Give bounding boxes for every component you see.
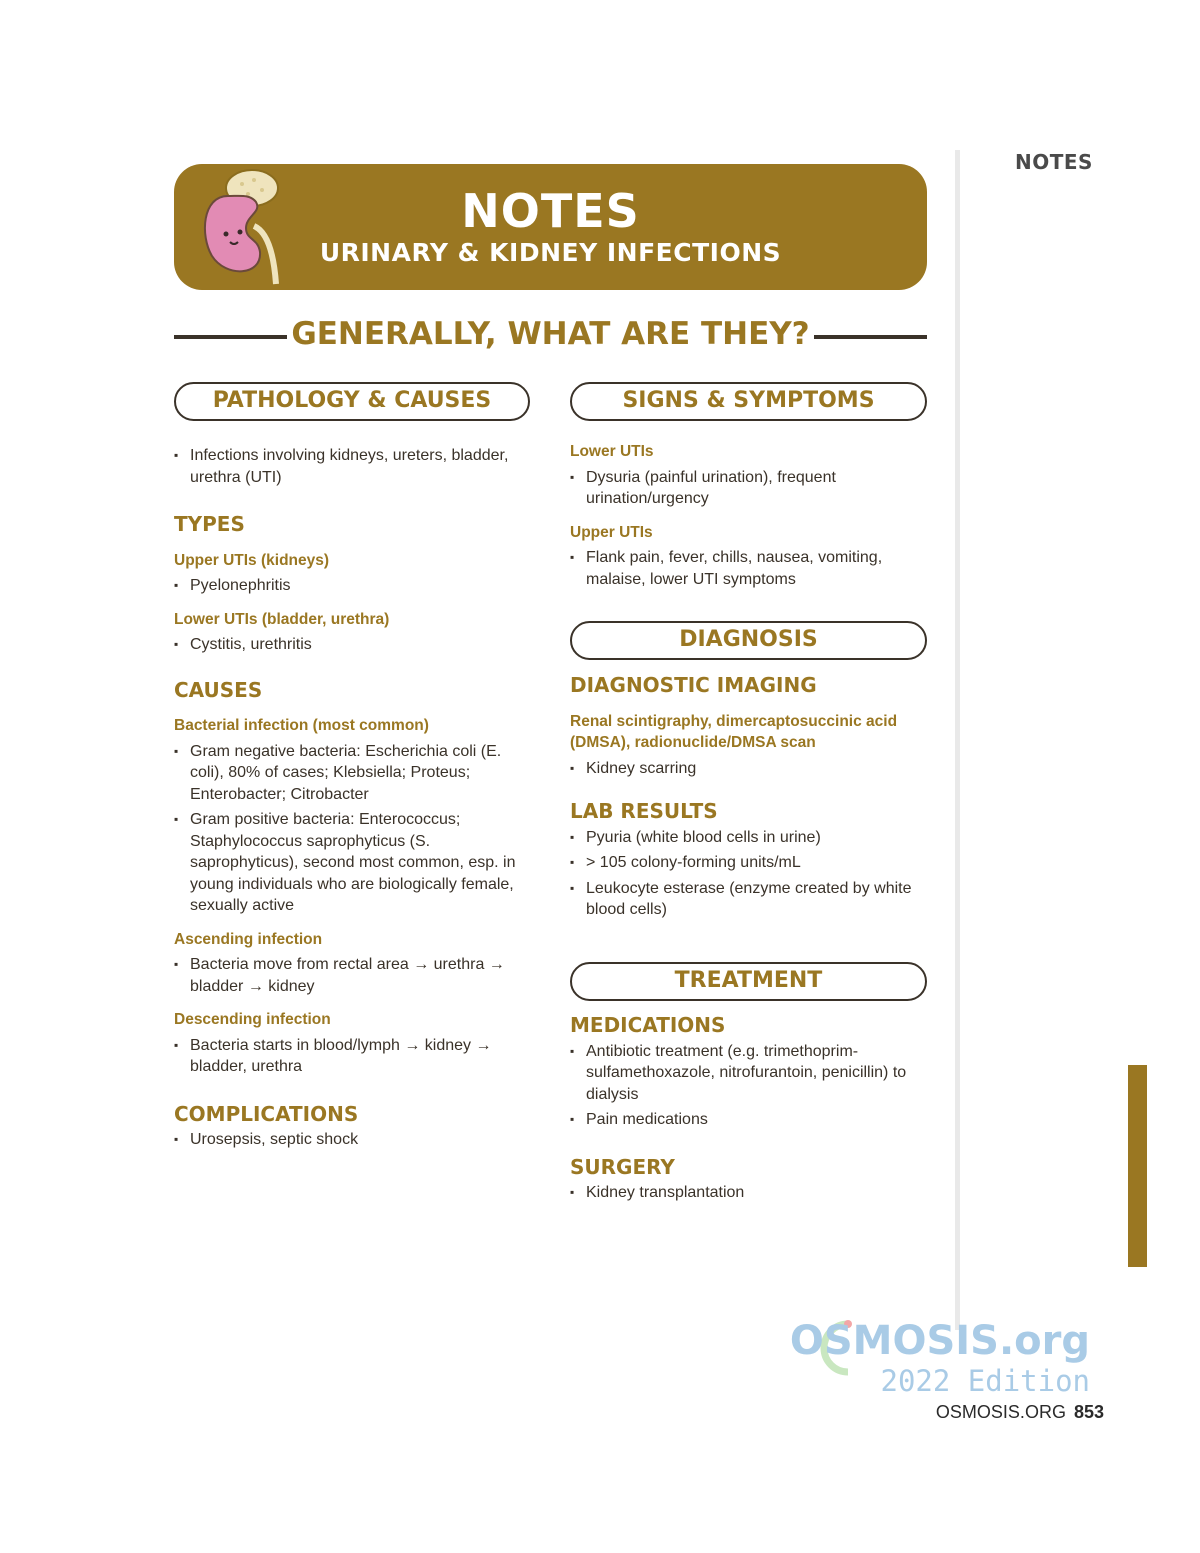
surgery-list [570,1182,927,1204]
imaging-label: Renal scintigraphy, dimercaptosuccinic acid (DMSA), radionuclide/DMSA scan [570,712,898,751]
side-tab [1128,1065,1147,1267]
pathology-header: PATHOLOGY & CAUSES [174,382,530,421]
list-item: ▪ Bacteria starts in blood/lymph → kidney → bladder, urethra [174,1035,530,1078]
imaging-title: DIAGNOSTIC IMAGING [570,673,817,697]
ascending-label: Ascending infection [174,930,323,948]
lower-utis-signs-label: Lower UTIs [570,443,654,460]
list-item: ▪ Dysuria (painful urination), frequent urination/urgency [570,467,927,510]
list-item: ▪ Gram positive bacteria: Enterococcus; Staphylococcus saprophyticus (S. saprophyticus), second most common, esp. in young individuals who are biologically female, sexually active [174,809,530,917]
diagnosis-header: DIAGNOSIS [570,621,927,660]
list-item: ▪ > 105 colony-forming units/mL [570,852,927,874]
causes-title: CAUSES [174,677,263,702]
lab-title: LAB RESULTS [570,799,718,823]
side-divider [955,150,960,1330]
list-item: ▪ Urosepsis, septic shock [174,1129,530,1151]
lab-list [570,827,927,921]
left-column [174,441,530,1155]
ascending-list [174,954,530,997]
lower-signs-list [570,467,927,510]
upper-utis-signs-label: Upper UTIs [570,523,653,541]
intro-list [174,445,530,488]
page-footer [936,1402,1104,1423]
complications-title: COMPLICATIONS [174,1101,359,1126]
brand-edition: 2022 Edition [880,1364,1090,1398]
section-heading-text: GENERALLY, WHAT ARE THEY? [291,316,810,352]
brand-watermark [789,1300,1100,1400]
medications-title: MEDICATIONS [570,1013,726,1037]
bacterial-list [174,741,530,917]
list-item: ▪ Infections involving kidneys, ureters, bladder, urethra (UTI) [174,445,530,488]
list-item: ▪ Antibiotic treatment (e.g. trimethoprim-sulfamethoxazole, nitrofurantoin, penicillin) to dialysis [570,1041,927,1106]
footer-site: OSMOSIS.ORG [935,1402,1066,1422]
upper-signs-list [570,547,927,590]
imaging-list [570,758,927,780]
list-item: ▪ Bacteria move from rectal area → urethra → bladder → kidney [174,954,530,997]
surgery-title: SURGERY [570,1154,675,1179]
side-notes-label: NOTES [1015,150,1093,174]
heading-rule-right [814,335,927,339]
diagnosis-block [570,675,927,925]
list-item: ▪ Gram negative bacteria: Escherichia coli (E. coli), 80% of cases; Klebsiella; Proteus; Enterobacter; Citrobacter [174,741,530,806]
list-item: ▪ Kidney scarring [570,758,927,780]
list-item: ▪ Pyelonephritis [174,575,530,597]
list-item: ▪ Pyuria (white blood cells in urine) [570,827,927,849]
lower-utis-label: Lower UTIs (bladder, urethra) [174,610,390,628]
descending-list [174,1035,530,1078]
signs-header: SIGNS & SYMPTOMS [570,382,927,421]
upper-list [174,575,530,597]
bacterial-label: Bacterial infection (most common) [174,717,429,734]
section-heading [174,314,927,358]
complications-list [174,1129,530,1151]
list-item: ▪ Kidney transplantation [570,1182,927,1204]
list-item: ▪ Leukocyte esterase (enzyme created by white blood cells) [570,878,927,921]
list-item: ▪ Flank pain, fever, chills, nausea, vomiting, malaise, lower UTI symptoms [570,547,927,590]
lower-list [174,634,530,656]
treatment-header: TREATMENT [570,962,927,1001]
banner-subtitle: URINARY & KIDNEY INFECTIONS [319,238,782,267]
page-number: 853 [1073,1402,1104,1422]
types-title: TYPES [174,512,245,536]
list-item: ▪ Pain medications [570,1109,927,1131]
list-item: ▪ Cystitis, urethritis [174,634,530,656]
title-banner [174,164,927,290]
upper-utis-label: Upper UTIs (kidneys) [174,551,330,569]
signs-block [570,441,927,594]
medications-list [570,1041,927,1131]
banner-title: NOTES [461,184,640,238]
descending-label: Descending infection [174,1011,331,1028]
treatment-block [570,1015,927,1208]
brand-name: OSMOSIS.org [789,1318,1090,1364]
